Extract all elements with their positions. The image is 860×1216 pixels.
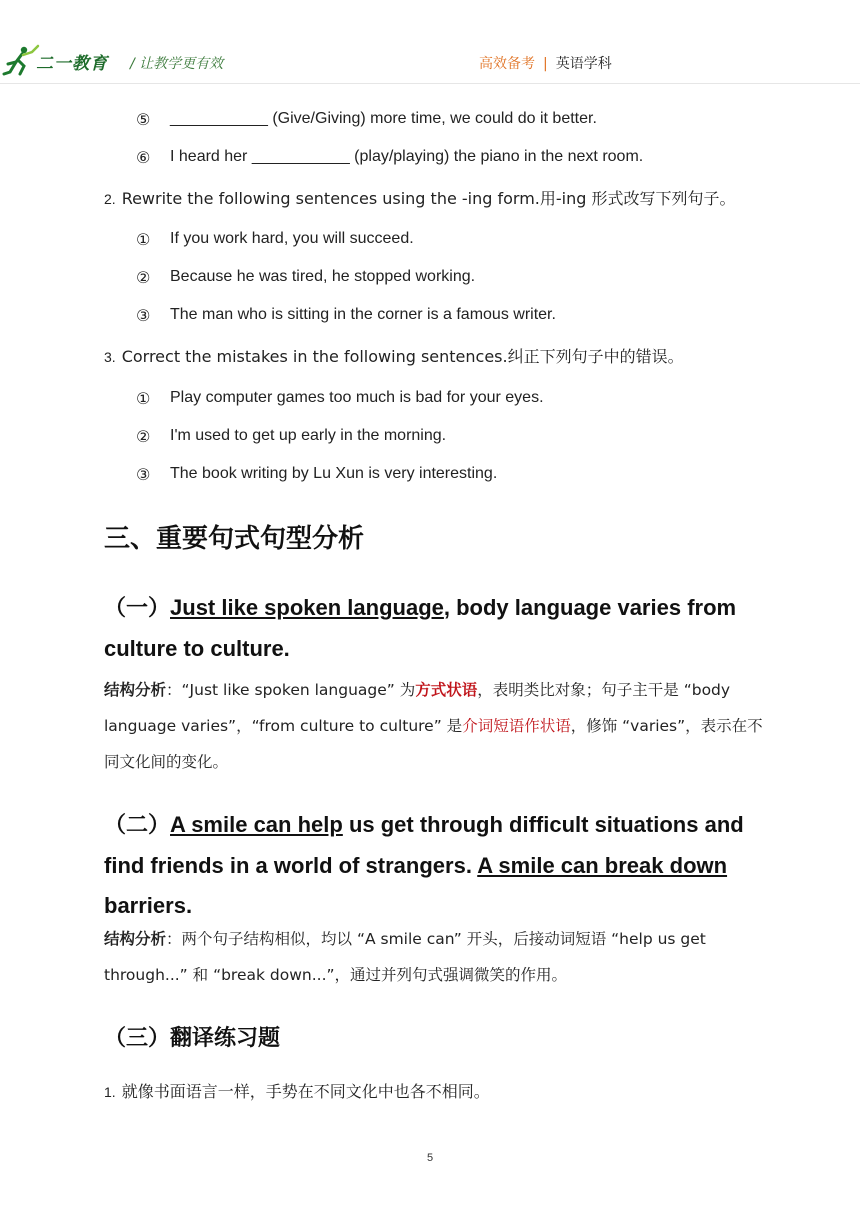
item-number: ⑥ bbox=[136, 148, 151, 167]
header-tag: 高效备考 bbox=[479, 56, 535, 72]
analysis-text: ：“Just like spoken language” 为 bbox=[166, 681, 416, 699]
item-number: ⑤ bbox=[136, 110, 151, 129]
header-divider bbox=[0, 83, 860, 84]
question-2 bbox=[104, 186, 736, 209]
heading-rest: 翻译练习题 bbox=[170, 1026, 281, 1051]
underlined-phrase: Just like spoken language bbox=[170, 595, 444, 620]
part-number: （一） bbox=[104, 596, 171, 621]
item-number: ① bbox=[136, 230, 151, 249]
analysis-label: 结构分析 bbox=[104, 930, 167, 948]
part-1-heading bbox=[104, 588, 764, 669]
heading-rest: us get through difficult situations and find friends in a world of strangers. bbox=[104, 812, 744, 878]
item-number: ② bbox=[136, 268, 151, 287]
part-number: （二） bbox=[104, 813, 171, 838]
part-1-analysis bbox=[104, 672, 764, 780]
question-number: 3. bbox=[104, 349, 116, 365]
header-slogan: / 让教学更有效 bbox=[130, 56, 224, 72]
part-2-heading bbox=[104, 805, 764, 926]
item-number: ③ bbox=[136, 306, 151, 325]
highlight-term: 介词短语作状语 bbox=[462, 717, 571, 735]
item-text: If you work hard, you will succeed. bbox=[170, 230, 414, 247]
question-text: Rewrite the following sentences using the -ing form.用-ing 形式改写下列句子。 bbox=[121, 189, 736, 208]
item-number: ② bbox=[136, 427, 151, 446]
header-separator: | bbox=[543, 56, 548, 72]
item-number: ① bbox=[136, 389, 151, 408]
item-text: ___________ (Give/Giving) more time, we could do it better. bbox=[170, 110, 597, 127]
item-text: Play computer games too much is bad for your eyes. bbox=[170, 389, 544, 406]
analysis-text: ，表明类比对象；句子主干是 “body language varies”，“from culture to culture” 是 bbox=[104, 681, 731, 735]
analysis-text: ，修饰 “varies”，表示在不同文化间的变化。 bbox=[104, 717, 763, 771]
question-3 bbox=[104, 344, 684, 367]
section-title: 三、重要句式句型分析 bbox=[104, 524, 365, 554]
header-subject-name: 英语学科 bbox=[555, 56, 612, 72]
highlight-term: 方式状语 bbox=[415, 681, 478, 699]
underlined-phrase: A smile can help bbox=[170, 812, 343, 837]
item-text: I'm used to get up early in the morning. bbox=[170, 427, 447, 444]
part-3-heading bbox=[104, 1018, 764, 1059]
header-subject bbox=[479, 53, 612, 73]
item-text: I heard her ___________ (play/playing) the piano in the next room. bbox=[170, 148, 644, 165]
question-number: 2. bbox=[104, 191, 116, 207]
question-text: Correct the mistakes in the following sentences.纠正下列句子中的错误。 bbox=[121, 347, 684, 366]
part-number: （三） bbox=[104, 1026, 171, 1051]
question-number: 1. bbox=[104, 1084, 116, 1100]
question-text: 就像书面语言一样，手势在不同文化中也各不相同。 bbox=[121, 1082, 490, 1101]
item-text: Because he was tired, he stopped working. bbox=[170, 268, 476, 285]
item-text: The book writing by Lu Xun is very interesting. bbox=[170, 465, 498, 482]
underlined-phrase: A smile can break down bbox=[477, 853, 728, 878]
item-number: ③ bbox=[136, 465, 151, 484]
translation-item bbox=[104, 1079, 490, 1102]
item-text: The man who is sitting in the corner is a famous writer. bbox=[170, 306, 556, 323]
analysis-label: 结构分析 bbox=[104, 681, 167, 699]
page-header bbox=[0, 40, 860, 84]
part-2-analysis bbox=[104, 921, 764, 993]
heading-rest: , body language varies from culture to culture. bbox=[104, 595, 737, 661]
page-number: 5 bbox=[426, 1152, 434, 1164]
heading-rest: barriers. bbox=[104, 893, 193, 918]
analysis-text: ：两个句子结构相似，均以 “A smile can” 开头，后接动词短语 “help us get through...” 和 “break down...”，通过并列句式强调微笑的作用。 bbox=[104, 930, 706, 984]
logo-text: 二一教育 bbox=[36, 54, 108, 74]
